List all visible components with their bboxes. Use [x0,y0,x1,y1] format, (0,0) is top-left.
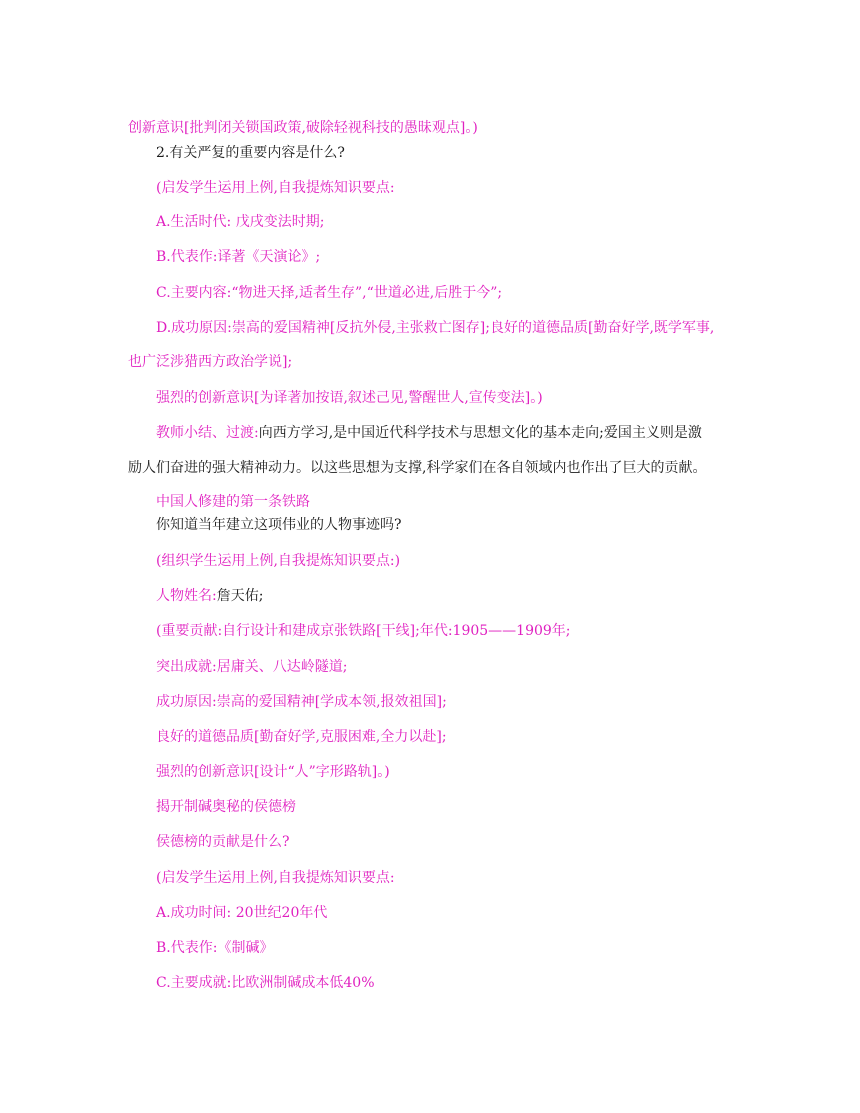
text-line [156,586,263,606]
list-item: C.主要内容:“物进天择,适者生存”,“世道必进,后胜于今”; [156,285,503,301]
summary-text: 向西方学习,是中国近代科学技术与思想文化的基本走向;爱国主义则是激 [258,425,702,441]
text-line: 强烈的创新意识[设计“人”字形路轨]。) [156,764,390,780]
section-heading: 揭开制碱奥秘的侯德榜 [156,799,296,815]
paragraph [156,423,702,443]
text-line: 也广泛涉猎西方政治学说]; [128,354,293,370]
text-line: (启发学生运用上例,自我提炼知识要点: [156,870,395,886]
list-item: B.代表作:译著《天演论》; [156,249,321,265]
field-value: 詹天佑; [216,588,264,604]
summary-label: 教师小结、过渡: [156,425,259,441]
question-heading: 你知道当年建立这项伟业的人物事迹吗? [156,517,402,533]
text-line: (组织学生运用上例,自我提炼知识要点:) [156,553,401,569]
list-item: A.成功时间: 20世纪20年代 [156,905,328,921]
list-item: C.主要成就:比欧洲制碱成本低40% [156,975,375,991]
text-line: 成功原因:崇高的爱国精神[学成本领,报效祖国]; [156,694,447,710]
paragraph: 励人们奋进的强大精神动力。以这些思想为支撑,科学家们在各自领域内也作出了巨大的贡献。 [128,460,707,476]
question-heading: 侯德榜的贡献是什么? [156,834,290,850]
text-line: 强烈的创新意识[为译著加按语,叙述己见,警醒世人,宣传变法]。) [156,390,543,406]
text-line: 突出成就:居庸关、八达岭隧道; [156,659,348,675]
text-line: 良好的道德品质[勤奋好学,克服困难,全力以赴]; [156,729,447,745]
list-item: A.生活时代: 戊戌变法时期; [156,214,325,230]
text-line: (重要贡献:自行设计和建成京张铁路[干线];年代:1905——1909年; [156,623,571,639]
section-heading: 中国人修建的第一条铁路 [156,494,310,510]
text-line: 创新意识[批判闭关锁国政策,破除轻视科技的愚昧观点]。) [128,120,478,136]
list-item: D.成功原因:崇高的爱国精神[反抗外侵,主张救亡图存];良好的道德品质[勤奋好学,既学军事, [156,320,715,336]
list-item: B.代表作:《制碱》 [156,940,274,956]
text-line: (启发学生运用上例,自我提炼知识要点: [156,180,395,196]
field-label: 人物姓名: [156,588,217,604]
question-heading: 2.有关严复的重要内容是什么? [156,145,345,161]
